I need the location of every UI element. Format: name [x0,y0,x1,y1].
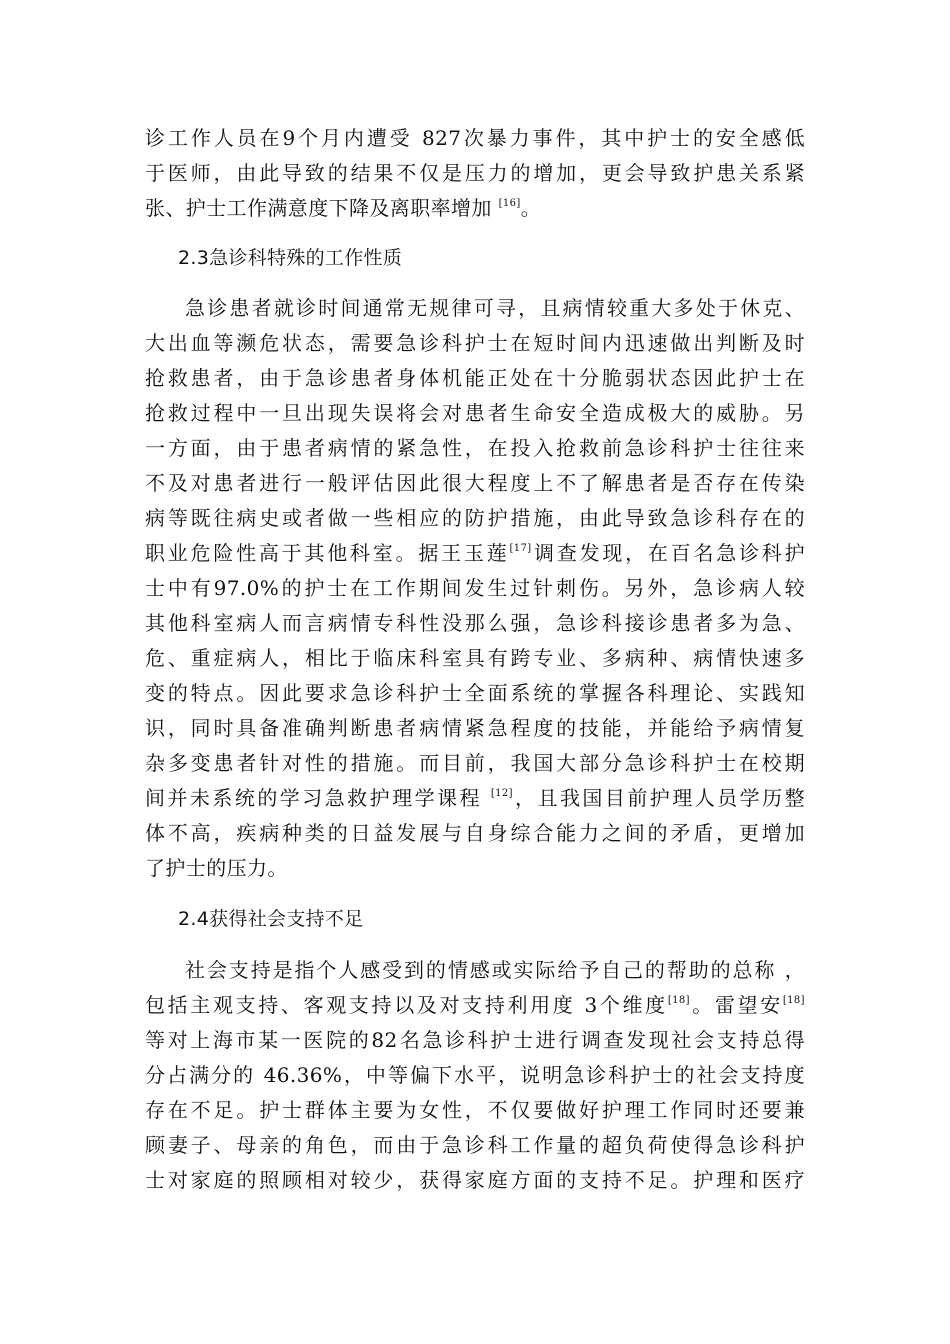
paragraph-line: 一方面，由于患者病情的紧急性，在投入抢救前急诊科护士往往来 [145,436,805,460]
paragraph-text: 张、护士工作满意度下降及离职率增加 [145,196,492,220]
paragraph-line: 其他科室病人而言病情专科性没那么强，急诊科接诊患者多为急、 [145,611,805,635]
paragraph-line: 诊工作人员在9个月内遭受 827次暴力事件，其中护士的安全感低 [145,126,805,150]
paragraph-text: 职业危险性高于其他科室。据王玉莲 [145,541,510,565]
paragraph-text: 。雷望安 [689,993,783,1017]
citation: [16] [498,198,521,209]
paragraph-line [145,992,805,1018]
section-heading: 2.4获得社会支持不足 [178,908,364,930]
citation: [17] [509,543,532,554]
paragraph-text: 包括主观支持、客观支持以及对支持利用度 3个维度 [145,993,668,1017]
paragraph-line: 变的特点。因此要求急诊科护士全面系统的掌握各科理论、实践知 [145,681,805,705]
section-heading: 2.3急诊科特殊的工作性质 [178,247,403,269]
paragraph-line: 识，同时具备准确判断患者病情紧急程度的技能，并能给予病情复 [145,716,805,740]
citation: [18] [667,995,690,1006]
paragraph-line: 于医师，由此导致的结果不仅是压力的增加，更会导致护患关系紧 [145,161,805,185]
paragraph-line: 士中有97.0%的护士在工作期间发生过针刺伤。另外，急诊病人较 [145,576,805,600]
paragraph-line: 存在不足。护士群体主要为女性，不仅要做好护理工作同时还要兼 [145,1098,805,1122]
paragraph-text: 调查发现，在百名急诊科护 [531,541,805,565]
paragraph-line: 社会支持是指个人感受到的情感或实际给予自己的帮助的总称 ， [185,958,805,982]
paragraph-line [145,195,805,221]
paragraph-line: 急诊患者就诊时间通常无规律可寻，且病情较重大多处于休克、 [185,296,805,320]
paragraph-line: 抢救过程中一旦出现失误将会对患者生命安全造成极大的威胁。另 [145,401,805,425]
citation: [12] [490,788,513,799]
paragraph-line [145,785,805,811]
paragraph-text: 。 [520,196,542,220]
paragraph-line: 不及对患者进行一般评估因此很大程度上不了解患者是否存在传染 [145,471,805,495]
paragraph-line [145,540,805,566]
paragraph-line: 了护士的压力。 [145,856,288,880]
paragraph-line: 病等既往病史或者做一些相应的防护措施，由此导致急诊科存在的 [145,506,805,530]
paragraph-line: 分占满分的 46.36%，中等偏下水平，说明急诊科护士的社会支持度 [145,1063,805,1087]
paragraph-line: 顾妻子、母亲的角色，而由于急诊科工作量的超负荷使得急诊科护 [145,1133,805,1157]
citation: [18] [782,995,805,1006]
paragraph-text: ，且我国目前护理人员学历整 [512,786,806,810]
paragraph-line: 士对家庭的照顾相对较少，获得家庭方面的支持不足。护理和医疗 [145,1168,805,1192]
paragraph-line: 等对上海市某一医院的82名急诊科护士进行调查发现社会支持总得 [145,1028,805,1052]
paragraph-line: 杂多变患者针对性的措施。而目前，我国大部分急诊科护士在校期 [145,751,805,775]
paragraph-line: 抢救患者，由于急诊患者身体机能正处在十分脆弱状态因此护士在 [145,366,805,390]
paragraph-line: 体不高，疾病种类的日益发展与自身综合能力之间的矛盾，更增加 [145,821,805,845]
paragraph-line: 大出血等濒危状态，需要急诊科护士在短时间内迅速做出判断及时 [145,331,805,355]
paragraph-text: 间并未系统的学习急救护理学课程 [145,786,482,810]
paragraph-line: 危、重症病人，相比于临床科室具有跨专业、多病种、病情快速多 [145,646,805,670]
